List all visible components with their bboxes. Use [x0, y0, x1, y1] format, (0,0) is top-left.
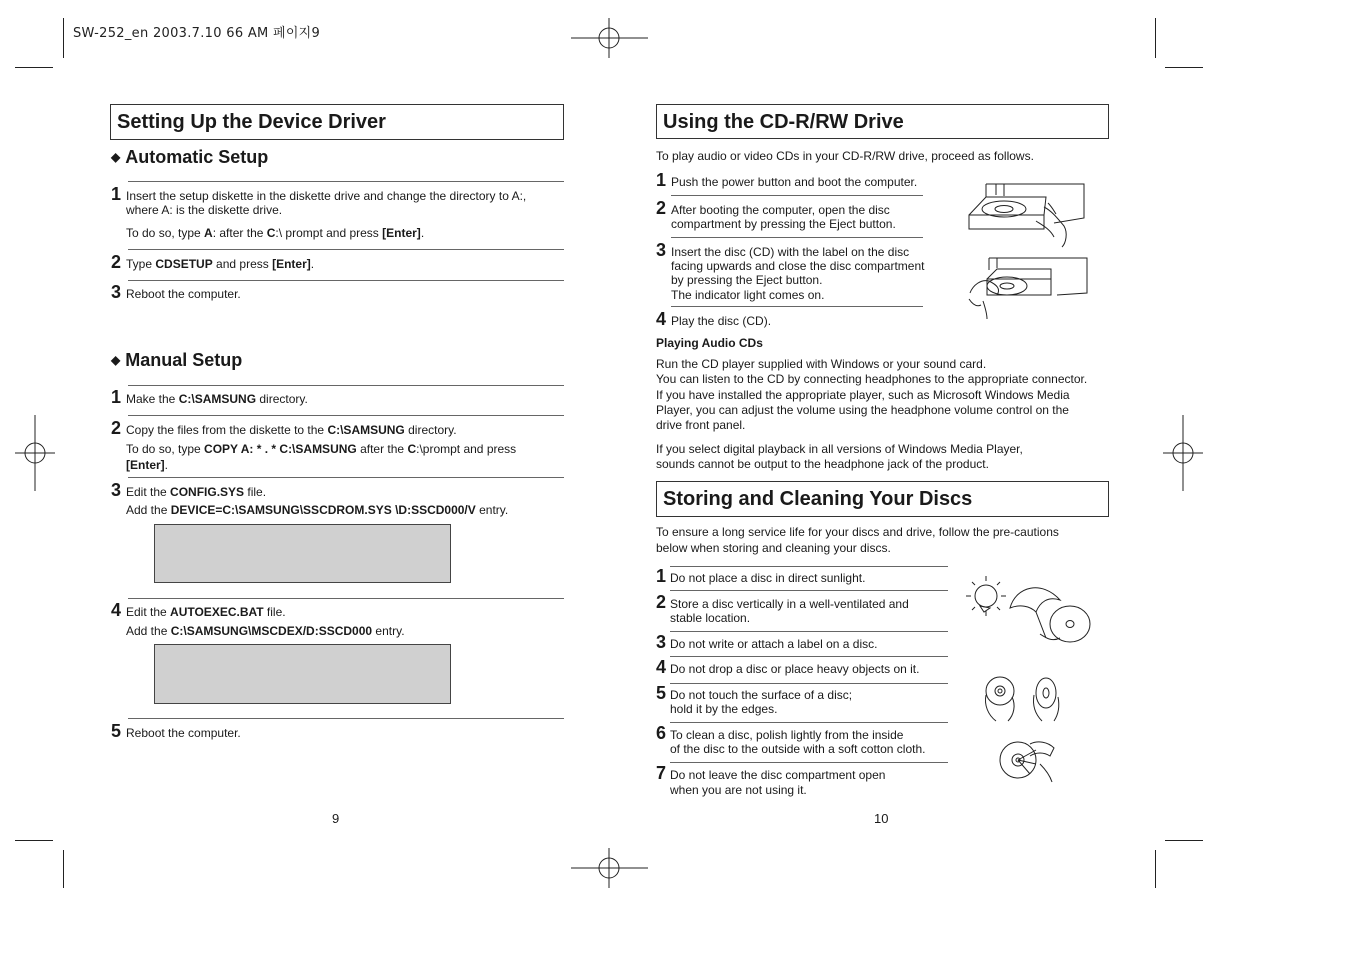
automatic-setup-heading: ◆ Automatic Setup — [111, 147, 269, 167]
step-number: 3 — [111, 480, 122, 500]
step-text: Make the C:\SAMSUNG directory. — [126, 392, 308, 406]
step-text: stable location. — [670, 611, 751, 625]
step-number: 1 — [656, 566, 667, 586]
step-number: 2 — [656, 592, 667, 612]
section-title-cd-rw-drive: Using the CD-R/RW Drive — [656, 104, 1109, 139]
drive-eject-illustration — [966, 181, 1088, 251]
step-detail: Add the C:\SAMSUNG\MSCDEX/D:SSCD000 entry. — [126, 624, 405, 638]
step-text: To clean a disc, polish lightly from the inside — [670, 728, 904, 742]
divider — [670, 566, 948, 567]
cleaning-disc-illustration — [996, 734, 1058, 784]
step-text: The indicator light comes on. — [671, 288, 825, 302]
sun-umbrella-illustration — [960, 572, 1094, 648]
step-text: by pressing the Eject button. — [671, 273, 823, 287]
divider — [128, 477, 564, 478]
divider — [128, 598, 564, 599]
step-text: Copy the files from the diskette to the C:\SAMSUNG directory. — [126, 423, 457, 437]
step-number: 3 — [656, 632, 667, 652]
divider — [128, 249, 564, 250]
step-text: Insert the disc (CD) with the label on the disc — [671, 245, 910, 259]
step-text: Type CDSETUP and press [Enter]. — [126, 257, 315, 271]
step-text: of the disc to the outside with a soft cotton cloth. — [670, 742, 926, 756]
step-detail: Add the DEVICE=C:\SAMSUNG\SSCDROM.SYS \D:SSCD000/V entry. — [126, 503, 509, 517]
step-text: After booting the computer, open the disc — [671, 203, 890, 217]
divider — [671, 195, 923, 196]
step-text: Do not place a disc in direct sunlight. — [670, 571, 866, 585]
step-number: 4 — [656, 657, 667, 677]
step-text: facing upwards and close the disc compartment — [671, 259, 925, 273]
config-sys-screen-box — [154, 524, 451, 583]
step-number: 2 — [111, 252, 122, 272]
step-number: 3 — [656, 240, 667, 260]
divider — [670, 683, 948, 684]
step-text: compartment by pressing the Eject button. — [671, 217, 896, 231]
divider — [671, 237, 923, 238]
divider — [670, 631, 948, 632]
step-number: 2 — [656, 198, 667, 218]
divider — [128, 280, 564, 281]
divider — [128, 415, 564, 416]
step-text: Do not touch the surface of a disc; — [670, 688, 853, 702]
divider — [670, 656, 948, 657]
divider — [128, 718, 564, 719]
step-text: hold it by the edges. — [670, 702, 778, 716]
section-title-device-driver: Setting Up the Device Driver — [110, 104, 564, 140]
step-text: Do not write or attach a label on a disc. — [670, 637, 878, 651]
step-text: Store a disc vertically in a well-ventilated and — [670, 597, 909, 611]
step-number: 5 — [111, 721, 122, 741]
page-number: 9 — [332, 811, 340, 826]
step-text: Push the power button and boot the computer. — [671, 175, 918, 189]
step-number: 5 — [656, 683, 667, 703]
autoexec-bat-screen-box — [154, 644, 451, 704]
print-header: SW-252_en 2003.7.10 66 AM 페이지9 — [73, 26, 321, 41]
step-text: Do not leave the disc compartment open — [670, 768, 886, 782]
divider — [670, 590, 948, 591]
audio-paragraph-1: Run the CD player supplied with Windows or your sound card. You can listen to the CD by connecting headphones to the appropriate connector. If you have installed the appropriate player, such as Microsoft Windows Media Player, you can adjust the volume using the headphone volume control on the drive front panel. — [656, 357, 1088, 433]
step-text: Insert the setup diskette in the diskette drive and change the directory to A:, — [126, 189, 527, 203]
step-text: Play the disc (CD). — [671, 314, 772, 328]
step-detail: To do so, type A: after the C:\ prompt and press [Enter]. — [126, 226, 425, 240]
section-title-storing-cleaning: Storing and Cleaning Your Discs — [656, 481, 1109, 517]
step-number: 6 — [656, 723, 667, 743]
diamond-bullet-icon: ◆ — [111, 150, 121, 164]
step-detail: To do so, type COPY A: * . * C:\SAMSUNG after the C:\prompt and press [Enter]. — [126, 442, 517, 472]
step-text: Reboot the computer. — [126, 287, 241, 301]
disc-insert-illustration — [967, 255, 1089, 321]
divider — [670, 722, 948, 723]
audio-paragraph-2: If you select digital playback in all versions of Windows Media Player, sounds cannot be output to the headphone jack of the product. — [656, 442, 1023, 472]
step-number: 7 — [656, 763, 667, 783]
divider — [128, 181, 564, 182]
step-text: when you are not using it. — [670, 783, 807, 797]
intro-text: To ensure a long service life for your discs and drive, follow the pre-cautions below when storing and cleaning your discs. — [656, 525, 1059, 555]
step-text: Edit the CONFIG.SYS file. — [126, 485, 267, 499]
step-text: where A: is the diskette drive. — [126, 203, 283, 217]
divider — [128, 385, 564, 386]
step-number: 4 — [111, 600, 122, 620]
page-number: 10 — [874, 811, 889, 826]
holding-disc-illustration — [982, 675, 1068, 725]
step-number: 1 — [111, 184, 122, 204]
intro-text: To play audio or video CDs in your CD-R/RW drive, proceed as follows. — [656, 149, 1034, 163]
playing-audio-heading: Playing Audio CDs — [656, 336, 763, 350]
step-text: Do not drop a disc or place heavy objects on it. — [670, 662, 920, 676]
step-number: 3 — [111, 282, 122, 302]
diamond-bullet-icon: ◆ — [111, 353, 121, 367]
step-number: 2 — [111, 418, 122, 438]
step-number: 1 — [111, 387, 122, 407]
divider — [670, 762, 948, 763]
step-text: Reboot the computer. — [126, 726, 241, 740]
divider — [671, 306, 923, 307]
step-number: 4 — [656, 309, 667, 329]
manual-setup-heading: ◆ Manual Setup — [111, 350, 243, 370]
step-text: Edit the AUTOEXEC.BAT file. — [126, 605, 286, 619]
step-number: 1 — [656, 170, 667, 190]
